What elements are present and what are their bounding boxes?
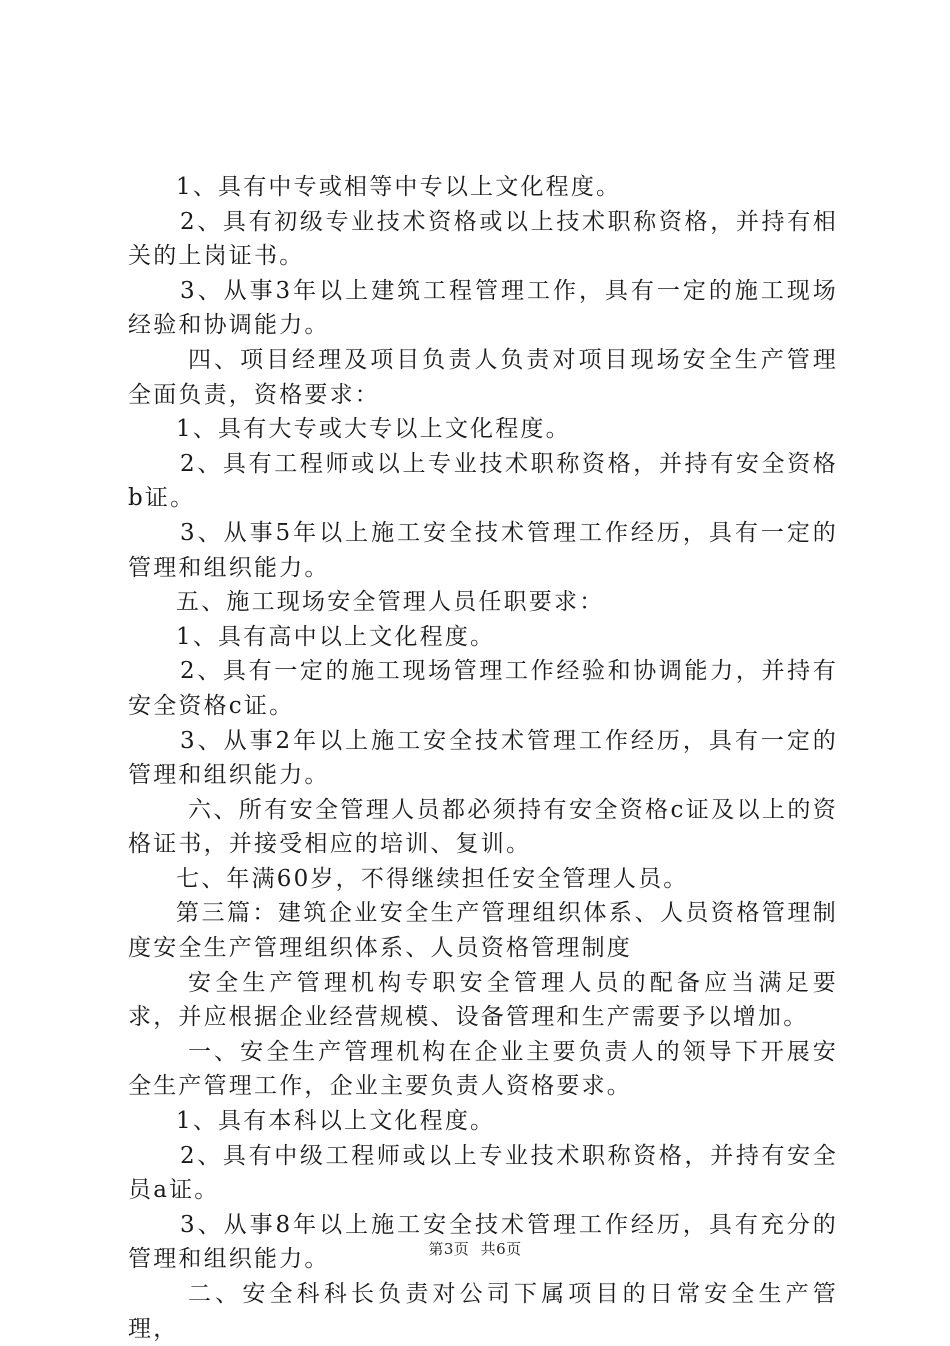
paragraph: 七、年满60岁，不得继续担任安全管理人员。 — [176, 865, 689, 892]
page-total: 共6页 — [480, 1240, 522, 1258]
paragraph: 2、具有一定的施工现场管理工作经验和协调能力，并持有安全资格c证。 — [128, 658, 838, 719]
paragraph: 3、从事3年以上建筑工程管理工作，具有一定的施工现场经验和协调能力。 — [128, 277, 838, 339]
paragraph: 1、具有本科以上文化程度。 — [176, 1108, 496, 1135]
paragraph: 3、从事5年以上施工安全技术管理工作经历，具有一定的管理和组织能力。 — [128, 519, 838, 581]
paragraph: 六、所有安全管理人员都必须持有安全资格c证及以上的资格证书，并接受相应的培训、复训。 — [128, 796, 838, 858]
page-number: 第3页 — [428, 1240, 470, 1258]
paragraph: 一、安全生产管理机构在企业主要负责人的领导下开展安全生产管理工作，企业主要负责人资格要求。 — [128, 1038, 838, 1100]
paragraph: 3、从事8年以上施工安全技术管理工作经历，具有充分的管理和组织能力。 — [128, 1211, 838, 1273]
paragraph: 2、具有工程师或以上专业技术职称资格，并持有安全资格b证。 — [128, 450, 838, 512]
paragraph: 1、具有高中以上文化程度。 — [176, 623, 496, 650]
page-footer — [0, 1238, 950, 1259]
paragraph: 四、项目经理及项目负责人负责对项目现场安全生产管理全面负责，资格要求： — [128, 346, 838, 408]
paragraph: 安全生产管理机构专职安全管理人员的配备应当满足要求，并应根据企业经营规模、设备管理和生产需要予以增加。 — [128, 969, 838, 1031]
paragraph: 2、具有中级工程师或以上专业技术职称资格，并持有安全员a证。 — [128, 1142, 838, 1204]
paragraph: 五、施工现场安全管理人员任职要求： — [176, 589, 605, 616]
paragraph: 二、安全科科长负责对公司下属项目的日常安全生产管理， — [128, 1281, 838, 1342]
paragraph: 3、从事2年以上施工安全技术管理工作经历，具有一定的管理和组织能力。 — [128, 727, 838, 789]
paragraph: 2、具有初级专业技术资格或以上技术职称资格，并持有相关的上岗证书。 — [128, 208, 838, 270]
paragraph: 1、具有大专或大专以上文化程度。 — [176, 416, 571, 443]
document-body — [128, 170, 838, 1346]
paragraph: 1、具有中专或相等中专以上文化程度。 — [176, 174, 622, 200]
paragraph: 第三篇：建筑企业安全生产管理组织体系、人员资格管理制度安全生产管理组织体系、人员资格管理制度 — [128, 900, 838, 962]
